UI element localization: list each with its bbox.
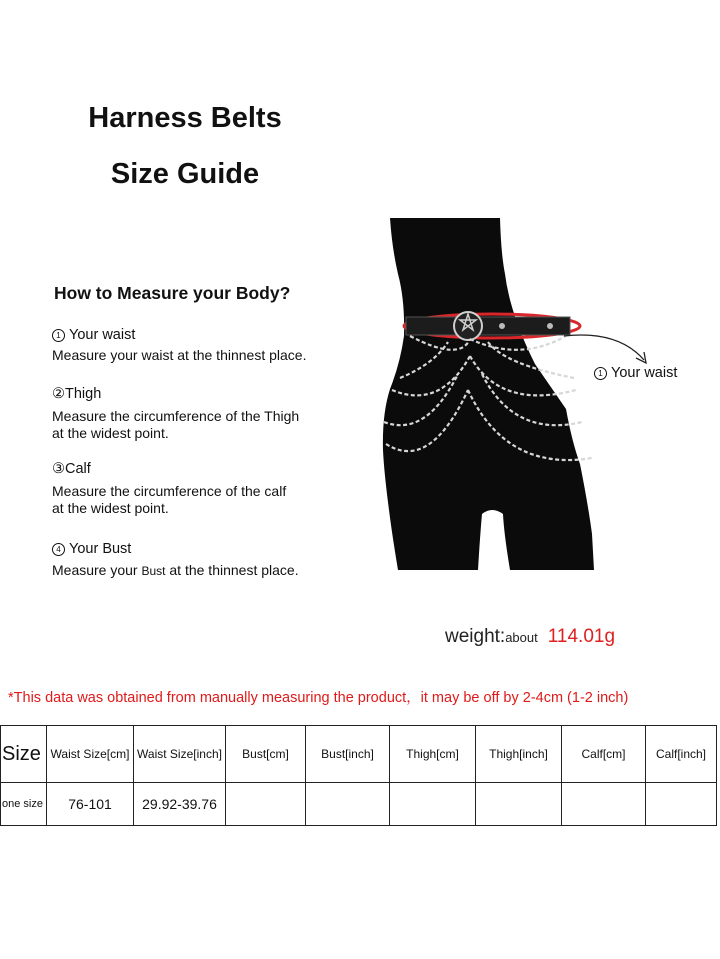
mannequin-belt-image (370, 214, 610, 574)
step-thigh-desc-2: at the widest point. (52, 425, 169, 441)
cell-bust-cm (226, 783, 306, 826)
header-bust-inch: Bust[inch] (306, 726, 390, 783)
weight-value: 114.01g (547, 626, 616, 647)
circled-number-1: 1 (52, 329, 65, 342)
title-line-2: Size Guide (110, 158, 260, 190)
header-calf-inch: Calf[inch] (646, 726, 717, 783)
waist-callout-label: 1 Your waist (594, 365, 677, 381)
step-bust-desc: Measure your Bust at the thinnest place. (52, 562, 299, 578)
table-row (1, 783, 717, 826)
size-table (0, 725, 717, 826)
weight-label: weight: (445, 626, 506, 647)
step-bust (52, 541, 299, 580)
cell-bust-inch (306, 783, 390, 826)
step-calf (52, 461, 286, 517)
how-to-heading: How to Measure your Body? (54, 283, 291, 303)
header-bust-cm: Bust[cm] (226, 726, 306, 783)
measurement-note: *This data was obtained from manually measuring the product，it may be off by 2-4cm (1-2 inch) (8, 690, 629, 706)
header-calf-cm: Calf[cm] (562, 726, 646, 783)
step-thigh (52, 386, 299, 442)
cell-thigh-inch (476, 783, 562, 826)
circled-number-3: ③ (52, 461, 65, 477)
header-size: Size (1, 726, 47, 783)
cell-waist-cm: 76-101 (47, 783, 134, 826)
step-bust-label: Your Bust (69, 541, 132, 557)
cell-calf-cm (562, 783, 646, 826)
cell-calf-inch (646, 783, 717, 826)
header-waist-inch: Waist Size[inch] (134, 726, 226, 783)
cell-waist-inch: 29.92-39.76 (134, 783, 226, 826)
weight-qualifier: about (505, 630, 538, 645)
step-waist (52, 327, 306, 364)
step-calf-desc-2: at the widest point. (52, 500, 169, 516)
step-calf-desc-1: Measure the circumference of the calf (52, 483, 287, 499)
header-thigh-inch: Thigh[inch] (476, 726, 562, 783)
size-table-header-row (1, 726, 717, 783)
header-waist-cm: Waist Size[cm] (47, 726, 134, 783)
step-waist-label: Your waist (69, 327, 136, 343)
cell-thigh-cm (390, 783, 476, 826)
step-waist-desc: Measure your waist at the thinnest place. (52, 347, 307, 363)
callout-arrow-icon (560, 330, 660, 370)
step-thigh-desc-1: Measure the circumference of the Thigh (52, 408, 300, 424)
circled-number-2: ② (52, 386, 65, 402)
weight-info (445, 626, 615, 648)
circled-number-4: 4 (52, 543, 65, 556)
cell-size: one size (1, 783, 47, 826)
title-line-1: Harness Belts (88, 102, 282, 134)
header-thigh-cm: Thigh[cm] (390, 726, 476, 783)
circled-number-1-callout: 1 (594, 367, 607, 380)
step-thigh-label: Thigh (65, 386, 102, 402)
step-calf-label: Calf (65, 461, 91, 477)
